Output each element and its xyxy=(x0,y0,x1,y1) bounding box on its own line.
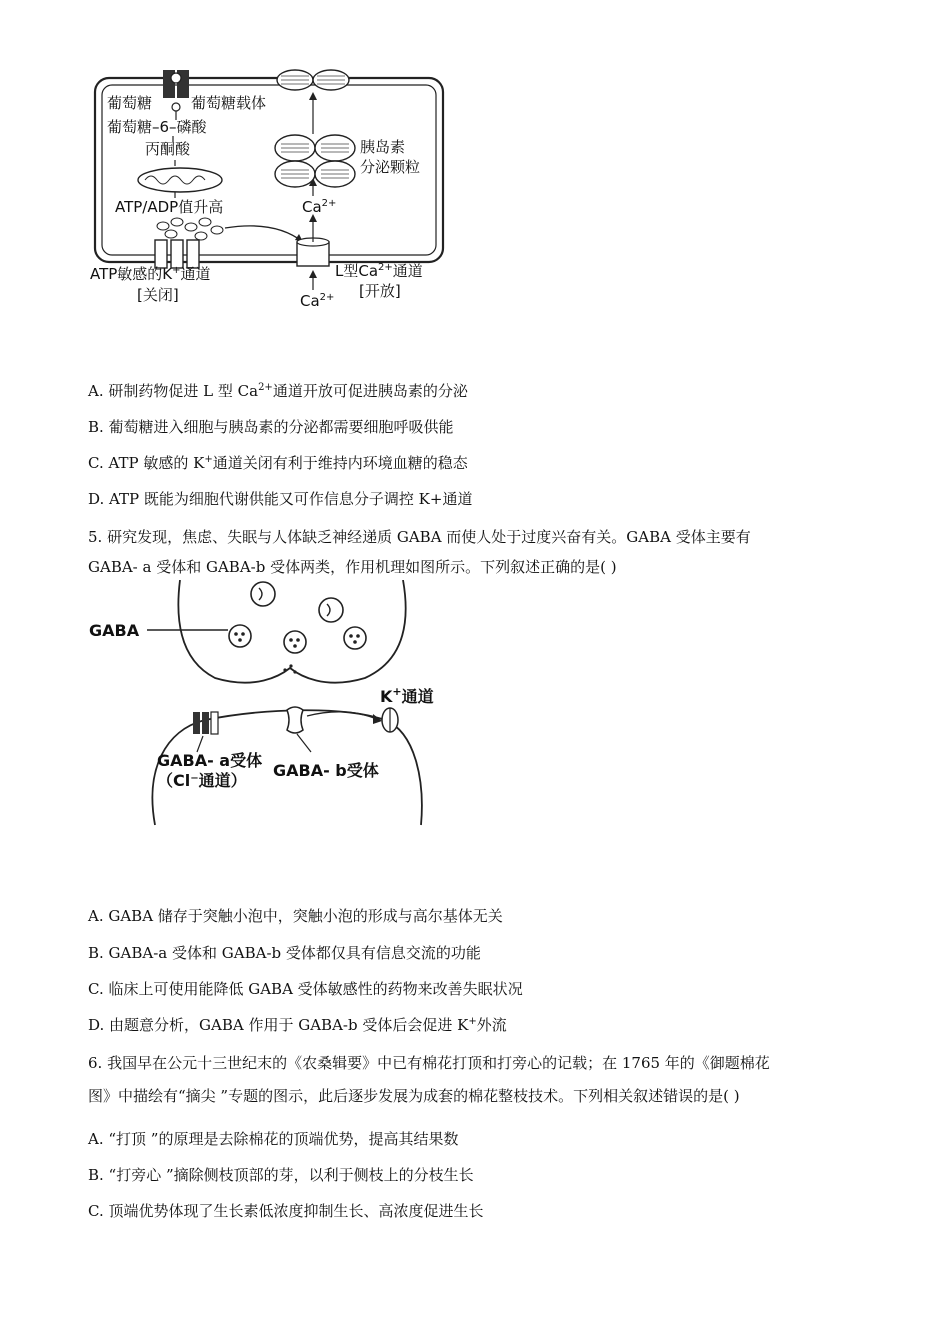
l-channel-label: L型$Ca^{2+}$通道 xyxy=(335,262,423,280)
cl-channel-label: （Cl⁻通道） xyxy=(157,771,247,790)
glucose-carrier-label: 葡萄糖载体 xyxy=(191,94,267,112)
q4-option-a: A. 研制药物促进 L 型 $Ca^{2+}$通道开放可促进胰岛素的分泌 xyxy=(88,382,468,400)
granules-label: 分泌颗粒 xyxy=(360,158,421,176)
katp-channel-icon xyxy=(155,240,199,268)
k-channel-icon xyxy=(382,708,398,732)
q5-option-b: B. GABA-a 受体和 GABA-b 受体都仅具有信息交流的功能 xyxy=(88,944,481,962)
q6-option-a: A. “打顶 ”的原理是去除棉花的顶端优势，提高其结果数 xyxy=(88,1130,459,1148)
ca-outside-label: $Ca^{2+}$ xyxy=(300,292,335,310)
insulin-label: 胰岛素 xyxy=(360,138,406,156)
synaptic-vesicle-icon xyxy=(229,582,366,653)
mitochondrion-icon xyxy=(138,168,222,192)
q5-option-c: C. 临床上可使用能降低 GABA 受体敏感性的药物来改善失眠状况 xyxy=(88,980,523,998)
gaba-label: GABA xyxy=(89,621,140,640)
q5-stem-line1: 5. 研究发现，焦虑、失眠与人体缺乏神经递质 GABA 而使人处于过度兴奋有关。GABA 受体主要有 xyxy=(88,528,751,546)
l-open-label: [开放] xyxy=(359,282,401,300)
q6-option-b: B. “打旁心 ”摘除侧枝顶部的芽，以利于侧枝上的分枝生长 xyxy=(88,1166,474,1184)
k-channel-label: K+通道 xyxy=(380,685,434,706)
gaba-b-receptor-icon xyxy=(287,707,303,733)
glucose-carrier-icon xyxy=(163,70,189,111)
insulin-granule-icon xyxy=(275,70,355,187)
pyruvate-label: 丙酮酸 xyxy=(145,140,191,158)
q4-option-c: C. ATP 敏感的 K+通道关闭有利于维持内环境血糖的稳态 xyxy=(88,454,468,472)
atp-ratio-label: ATP/ADP值升高 xyxy=(115,198,224,216)
g6p-label: 葡萄糖–6–磷酸 xyxy=(107,118,207,136)
q5-option-a: A. GABA 储存于突触小泡中，突触小泡的形成与高尔基体无关 xyxy=(88,907,503,925)
katp-closed-label: [关闭] xyxy=(137,286,179,304)
q4-option-b: B. 葡萄糖进入细胞与胰岛素的分泌都需要细胞呼吸供能 xyxy=(88,418,454,436)
q6-stem-line1: 6. 我国早在公元十三世纪末的《农桑辑要》中已有棉花打顶和打旁心的记载；在 1765 年的《御题棉花 xyxy=(88,1054,770,1072)
q6-stem-line2: 图》中描绘有“摘尖 ”专题的图示，此后逐步发展为成套的棉花整枝技术。下列相关叙述错误的是( ) xyxy=(88,1087,740,1105)
q5-option-d: D. 由题意分析，GABA 作用于 GABA-b 受体后会促进 K+外流 xyxy=(88,1016,507,1034)
atp-molecules-icon xyxy=(157,218,223,240)
ca-inside-label: $Ca^{2+}$ xyxy=(302,198,337,216)
q6-option-c: C. 顶端优势体现了生长素低浓度抑制生长、高浓度促进生长 xyxy=(88,1202,484,1220)
glucose-label: 葡萄糖 xyxy=(107,94,153,112)
gaba-synapse-diagram xyxy=(85,580,465,830)
q4-option-d: D. ATP 既能为细胞代谢供能又可作信息分子调控 K+通道 xyxy=(88,490,473,508)
insulin-secretion-diagram xyxy=(85,62,445,317)
gaba-a-label: GABA- a受体 xyxy=(157,751,263,770)
katp-channel-label: ATP敏感的K+通道 xyxy=(90,265,211,283)
gaba-b-label: GABA- b受体 xyxy=(273,761,379,780)
q5-stem-line2: GABA- a 受体和 GABA-b 受体两类，作用机理如图所示。下列叙述正确的是( ) xyxy=(88,558,617,576)
l-type-ca-channel-icon xyxy=(297,238,329,266)
gaba-a-receptor-icon xyxy=(193,712,218,734)
